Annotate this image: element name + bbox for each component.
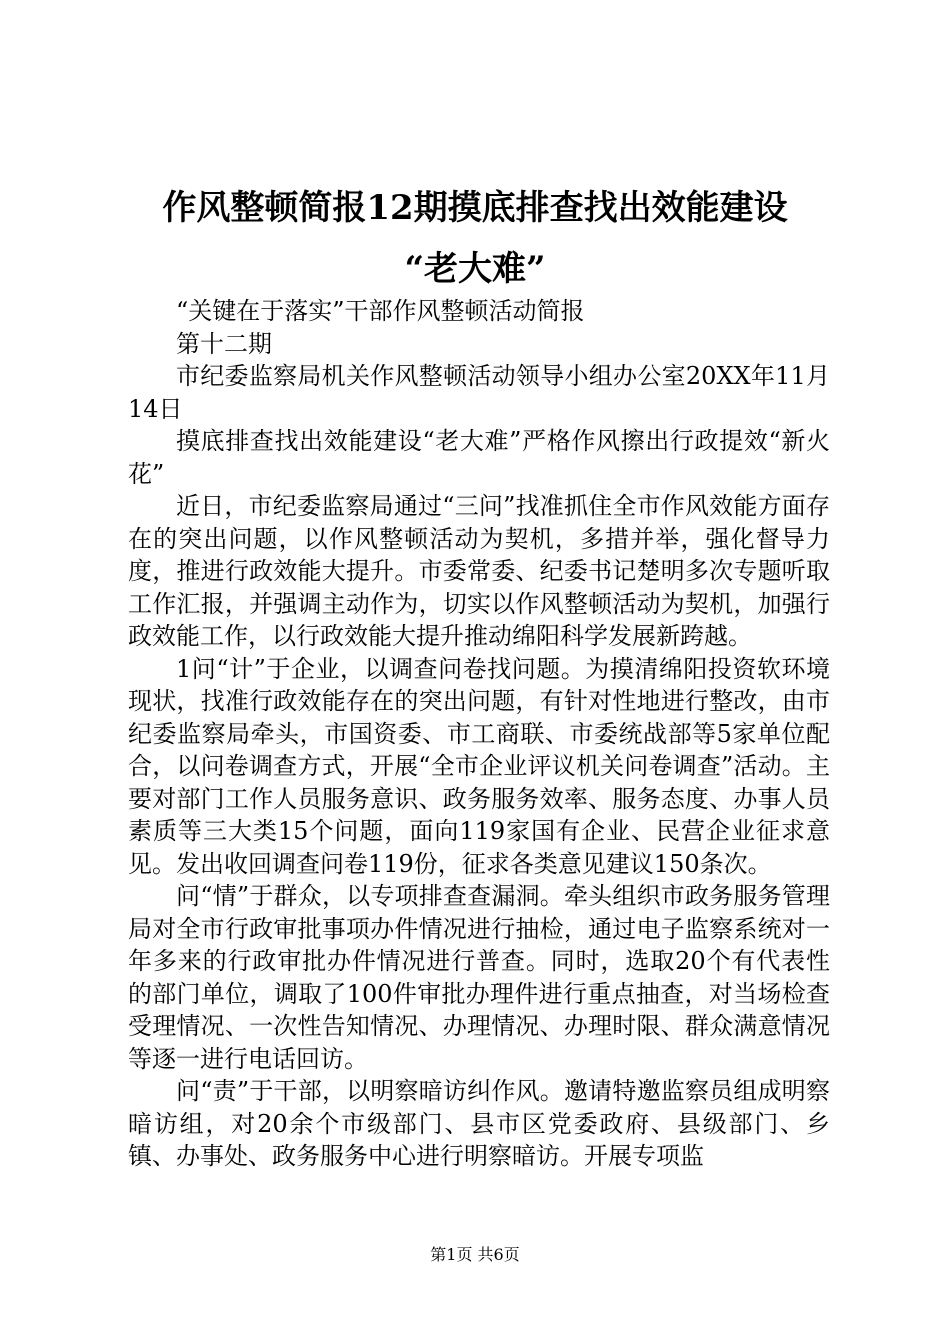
newsletter-series-line: “关键在于落实”干部作风整顿活动简报 [176, 297, 585, 325]
issue-number-line: 第十二期 [176, 329, 272, 358]
body-paragraph: 问“责”于干部，以明察暗访纠作风。邀请特邀监察员组成明察暗访组，对20余个市级部门、县市区党委政府、县级部门、乡镇、办事处、政务服务中心进行明察暗访。开展专项监 [128, 1077, 830, 1170]
document-title-line-1: 作风整顿简报12期摸底排查找出效能建设 [162, 188, 788, 228]
page-number-footer: 第1页 共6页 [430, 1245, 520, 1264]
body-paragraph: 问“情”于群众，以专项排查查漏洞。牵头组织市政务服务管理局对全市行政审批事项办件情况进行抽检，通过电子监察系统对一年多来的行政审批办件情况进行普查。同时，选取20个有代表性的部门单位，调取了100件审批办理件进行重点抽查，对当场检查受理情况、一次性告知情况、办理情况、办理时限、群众满意情况等逐一进行电话回访。 [128, 882, 830, 1073]
issuer-date-line: 市纪委监察局机关作风整顿活动领导小组办公室20XX年11月14日 [128, 362, 830, 423]
body-paragraph: 近日，市纪委监察局通过“三问”找准抓住全市作风效能方面存在的突出问题，以作风整顿活动为契机，多措并举，强化督导力度，推进行政效能大提升。市委常委、纪委书记楚明多次专题听取工作汇报，并强调主动作为，切实以作风整顿活动为契机，加强行政效能工作，以行政效能大提升推动绵阳科学发展新跨越。 [128, 492, 830, 650]
document-title-line-2: “老大难” [404, 249, 546, 289]
article-headline: 摸底排查找出效能建设“老大难”严格作风擦出行政提效“新火花” [128, 427, 830, 488]
body-paragraph: 1问“计”于企业，以调查问卷找问题。为摸清绵阳投资软环境现状，找准行政效能存在的突出问题，有针对性地进行整改，由市纪委监察局牵头，市国资委、市工商联、市委统战部等5家单位配合，以问卷调查方式，开展“全市企业评议机关问卷调查”活动。主要对部门工作人员服务意识、政务服务效率、服务态度、办事人员素质等三大类15个问题，面向119家国有企业、民营企业征求意见。发出收回调查问卷119份，征求各类意见建议150条次。 [128, 654, 830, 878]
document-body [128, 295, 830, 1173]
